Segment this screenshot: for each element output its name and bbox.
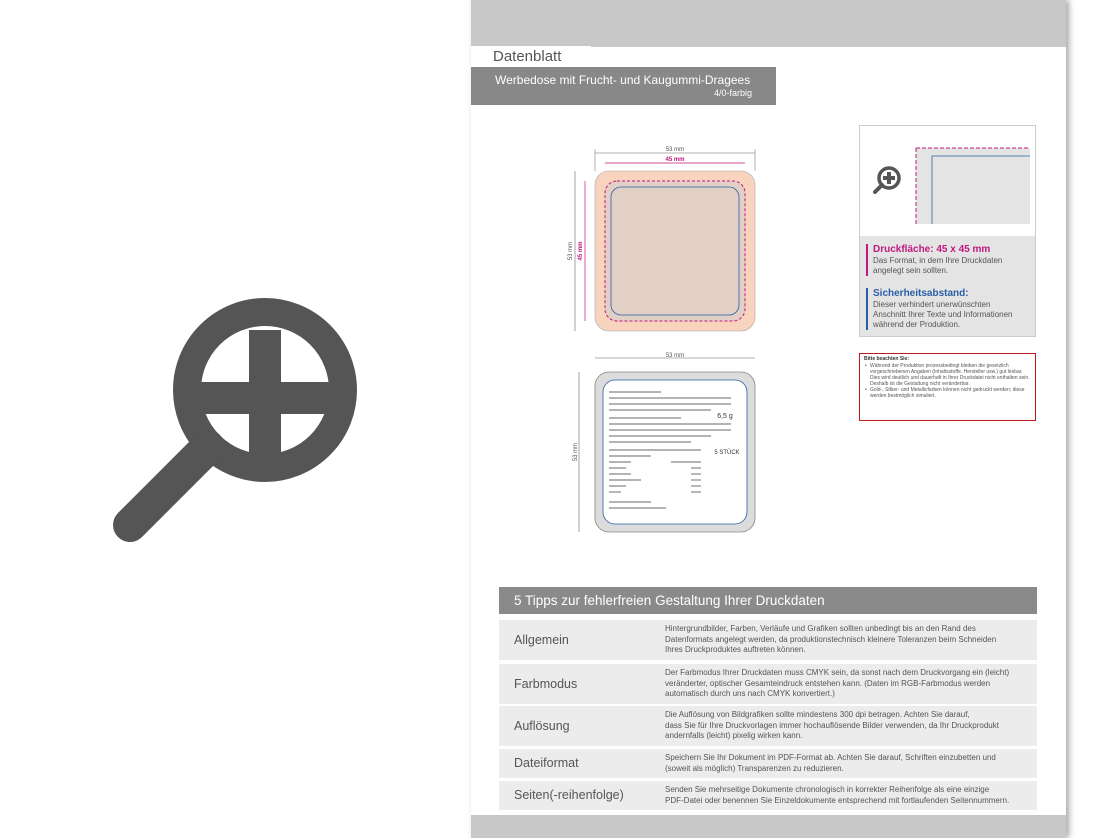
- safety-text-3: während der Produktion.: [873, 320, 961, 329]
- dim2-width-outer: 53 mm: [665, 353, 685, 359]
- tip-text: Senden Sie mehrseitige Dokumente chronologisch in korrekter Reihenfolge als eine einzige PDF-Datei oder benennen Sie Einzeldokumente entsprechend mit fortlaufenden Seitennummern.: [665, 785, 1010, 805]
- datasheet-page: [471, 0, 1066, 838]
- page-title: Datenblatt: [493, 48, 562, 65]
- title-box: [471, 46, 591, 67]
- color-mode-label: 4/0-farbig: [713, 88, 752, 98]
- notice-item: • Während der Produktion prozessbedingt bleiben die gesetzlich vorgeschriebenen Angaben (Inhaltsstoffe, Hersteller usw.) gut lesbar. Dies wird deutlich und dauerhaft in Ihrer Druckdatei nicht enthalten sein. Deshalb ist die Gestaltung nicht veränderbar.: [870, 363, 1031, 387]
- print-area-info: [866, 244, 1031, 276]
- tip-label: Allgemein: [514, 633, 569, 647]
- safety-text-1: Dieser verhindert unerwünschten: [873, 300, 991, 309]
- net-weight: 6,5 g: [717, 413, 733, 420]
- dim-height-inner: 45 mm: [578, 241, 584, 261]
- tips-header: [499, 587, 1037, 614]
- dim2-height-outer: 53 mm: [573, 442, 579, 462]
- zoom-in-icon[interactable]: [100, 290, 360, 550]
- tip-text: Hintergrundbilder, Farben, Verläufe und Grafiken sollten unbedingt bis an den Rand des Datenformats angelegt werden, da produktionstechnisch kleinere Toleranzen beim Schneiden Ihres Druckproduktes auftreten können.: [665, 624, 997, 654]
- bottom-band: [471, 815, 1066, 838]
- product-header: [471, 67, 776, 105]
- tip-label: Farbmodus: [514, 677, 578, 691]
- dim-width-inner: 45 mm: [665, 157, 685, 163]
- tip-row-allgemein: [499, 620, 1037, 660]
- notice-title: Bitte beachten Sie:: [864, 356, 910, 362]
- print-area-text-1: Das Format, in dem Ihre Druckdaten: [873, 256, 1003, 265]
- dim-width-outer: 53 mm: [665, 147, 685, 153]
- piece-count: 5 STÜCK: [714, 450, 740, 456]
- tip-text: Die Auflösung von Bildgrafiken sollte mindestens 300 dpi betragen. Achten Sie darauf, dass Sie für Ihre Druckvorlagen immer hochauflösende Bilder verwenden, da Ihr Druckprodukt andernfalls (leicht) pixelig wirken kann.: [665, 710, 999, 740]
- tip-label: Seiten(-reihenfolge): [514, 788, 624, 802]
- tip-text: Der Farbmodus Ihrer Druckdaten muss CMYK sein, da sonst nach dem Druckvorgang ein (leicht) veränderter, optischer Gesamteindruck entstehen kann. (Daten im RGB-Farbmodus werden automatisch durch uns nach CMYK konvertiert.): [665, 668, 1010, 698]
- safety-heading: Sicherheitsabstand:: [873, 288, 969, 299]
- print-area: [605, 181, 745, 321]
- zoom-in-icon[interactable]: [875, 168, 899, 192]
- print-area-heading: Druckfläche: 45 x 45 mm: [873, 244, 991, 255]
- tip-row-farbmodus: [499, 664, 1037, 704]
- tip-text: Speichern Sie Ihr Dokument im PDF-Format ab. Achten Sie darauf, Schriften einzubetten und (soweit als möglich) Transparenzen zu reduzieren.: [665, 753, 996, 773]
- dim-height-outer: 53 mm: [568, 241, 574, 261]
- corner-preview: [860, 126, 1035, 236]
- safety-text-2: Anschnitt Ihrer Texte und Informationen: [873, 310, 1013, 319]
- tip-label: Dateiformat: [514, 756, 579, 770]
- top-band: [471, 0, 1066, 47]
- lid-print-diagram: [561, 145, 761, 337]
- tip-row-dateiformat: [499, 749, 1037, 778]
- notice-item: • Gold-, Silber- und Metallicfarben können nicht gedruckt werden; diese werden bestmöglich simuliert.: [870, 387, 1031, 399]
- tip-label: Auflösung: [514, 719, 570, 733]
- notice-box: [859, 353, 1036, 421]
- tip-row-seiten: [499, 781, 1037, 810]
- tips-title: 5 Tipps zur fehlerfreien Gestaltung Ihrer Druckdaten: [514, 593, 825, 608]
- safety-info: [866, 288, 1031, 330]
- tip-row-aufloesung: [499, 706, 1037, 746]
- print-area-text-2: angelegt sein sollten.: [873, 266, 949, 275]
- info-panel: [859, 125, 1036, 337]
- bottom-label-diagram: [571, 352, 761, 537]
- product-name: Werbedose mit Frucht- und Kaugummi-Dragees: [495, 73, 751, 87]
